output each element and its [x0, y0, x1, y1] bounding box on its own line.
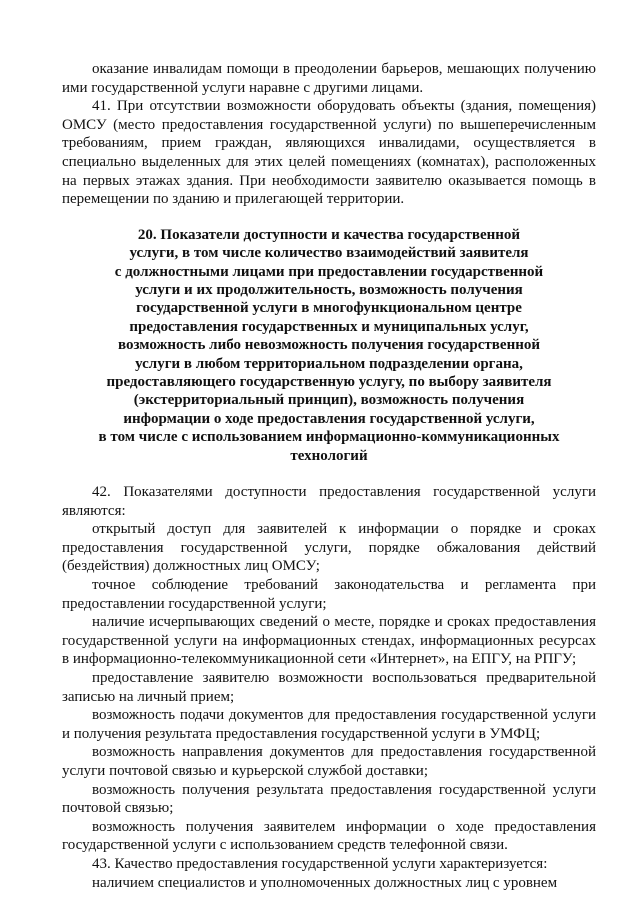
bottom-paragraphs	[62, 483, 596, 892]
paragraph-43: 43. Качество предоставления государственной услуги характеризуется:	[92, 855, 548, 872]
list-item: возможность получения заявителем информации о ходе предоставления государственной услуги с использованием средств телефонной связи.	[62, 818, 596, 854]
list-item: предоставление заявителю возможности воспользоваться предварительной записью на личный прием;	[62, 669, 596, 705]
paragraph: оказание инвалидам помощи в преодолении барьеров, мешающих получению ими государственной услуги наравне с другими лицами.	[62, 61, 596, 96]
heading-line: услуги, в том числе количество взаимодействий заявителя	[129, 245, 529, 262]
heading-line: в том числе с использованием информационно-коммуникационных	[98, 429, 560, 446]
paragraph-42: 42. Показателями доступности предоставления государственной услуги являются:	[62, 484, 596, 519]
list-item: возможность получения результата предоставления государственной услуги почтовой связью;	[62, 781, 596, 817]
section-heading-20	[62, 226, 596, 465]
heading-line: 20. Показатели доступности и качества государственной	[137, 226, 521, 243]
list-item: наличие исчерпывающих сведений о месте, порядке и сроках предоставления государственной услуги на информационных стендах, информационных ресурсах в информационно-телекоммуникационной сети «Интернет», на ЕПГУ, на РПГУ;	[62, 614, 596, 668]
heading-line: (экстерриториальный принцип), возможность получения	[133, 392, 525, 409]
document-page	[62, 60, 596, 892]
top-paragraphs	[62, 60, 596, 209]
list-item: точное соблюдение требований законодательства и регламента при предоставлении государственной услуги;	[62, 577, 596, 612]
list-item: открытый доступ для заявителей к информации о порядке и сроках предоставления государственной услуги, порядке обжалования действий (бездействия) должностных лиц ОМСУ;	[62, 521, 596, 575]
heading-line: предоставления государственных и муниципальных услуг,	[129, 318, 529, 335]
heading-line: информации о ходе предоставления государственной услуги,	[123, 410, 535, 427]
list-item: возможность направления документов для предоставления государственной услуги почтовой связью и курьерской службой доставки;	[62, 744, 596, 779]
heading-line: услуги в любом территориальном подразделении органа,	[135, 355, 523, 372]
heading-line: государственной услуги в многофункциональном центре	[136, 300, 522, 317]
list-item: наличием специалистов и уполномоченных должностных лиц с уровнем	[92, 874, 558, 891]
heading-line: услуги и их продолжительность, возможность получения	[135, 281, 523, 298]
list-item: возможность подачи документов для предоставления государственной услуги и получения результата предоставления государственной услуги в УМФЦ;	[62, 707, 596, 742]
heading-line: предоставляющего государственную услугу, по выбору заявителя	[106, 374, 552, 390]
heading-line: возможность либо невозможность получения государственной	[117, 337, 540, 354]
heading-line: с должностными лицами при предоставлении государственной	[114, 263, 544, 280]
paragraph-41: 41. При отсутствии возможности оборудовать объекты (здания, помещения) ОМСУ (место предоставления государственной услуги) по вышеперечисленным требованиям, прием граждан, являющихся инвалидами, осуществляется в специально выделенных для этих целей помещениях (комнатах), расположенных на первых этажах здания. При необходимости заявителю оказывается помощь в перемещении по зданию и прилегающей территории.	[62, 98, 596, 208]
heading-line: технологий	[290, 447, 368, 464]
